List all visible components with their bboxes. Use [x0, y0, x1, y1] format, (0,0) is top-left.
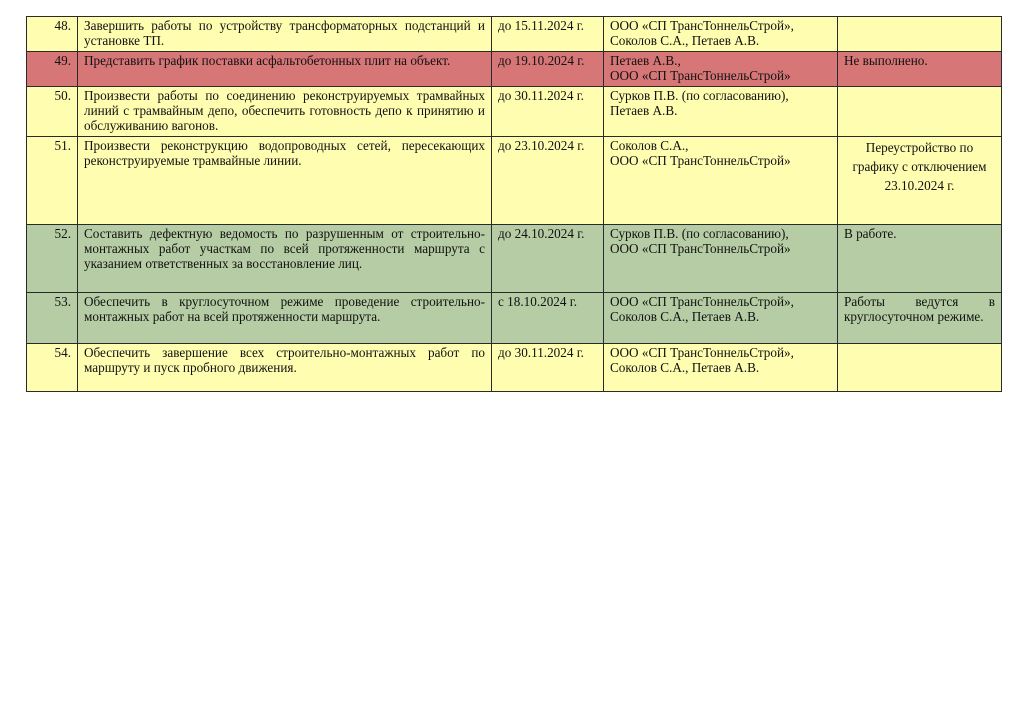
task-text: Составить дефектную ведомость по разрушенным от строительно-монтажных работ участкам по всей протяженности маршрута с указанием ответственных за восстановление лиц. — [78, 225, 492, 293]
responsible — [604, 137, 838, 225]
responsible-line: Соколов С.А., Петаев А.В. — [610, 360, 760, 375]
deadline: с 18.10.2024 г. — [492, 293, 604, 344]
deadline: до 24.10.2024 г. — [492, 225, 604, 293]
responsible — [604, 344, 838, 392]
responsible — [604, 52, 838, 87]
responsible-line: Соколов С.А., — [610, 138, 689, 153]
document-page — [26, 16, 1001, 392]
responsible-line: ООО «СП ТрансТоннельСтрой», — [610, 294, 794, 309]
responsible-line: Петаев А.В., — [610, 53, 681, 68]
table-row — [27, 225, 1002, 293]
status-note: В работе. — [838, 225, 1002, 293]
row-number: 52. — [27, 225, 78, 293]
deadline: до 30.11.2024 г. — [492, 87, 604, 137]
responsible-line: ООО «СП ТрансТоннельСтрой», — [610, 18, 794, 33]
row-number: 54. — [27, 344, 78, 392]
deadline: до 30.11.2024 г. — [492, 344, 604, 392]
row-number: 49. — [27, 52, 78, 87]
row-number: 48. — [27, 17, 78, 52]
responsible-line: ООО «СП ТрансТоннельСтрой» — [610, 153, 791, 168]
row-number: 50. — [27, 87, 78, 137]
status-note: Переустройство по графику с отключением 23.10.2024 г. — [838, 137, 1002, 225]
responsible-line: ООО «СП ТрансТоннельСтрой» — [610, 68, 791, 83]
responsible-line: Соколов С.А., Петаев А.В. — [610, 309, 760, 324]
status-note: Работы ведутся в круглосуточном режиме. — [838, 293, 1002, 344]
status-note — [838, 17, 1002, 52]
responsible-line: Сурков П.В. (по согласованию), — [610, 88, 789, 103]
responsible-line: ООО «СП ТрансТоннельСтрой» — [610, 241, 791, 256]
task-text: Обеспечить завершение всех строительно-монтажных работ по маршруту и пуск пробного движения. — [78, 344, 492, 392]
responsible-line: Сурков П.В. (по согласованию), — [610, 226, 789, 241]
table-row — [27, 293, 1002, 344]
status-note — [838, 87, 1002, 137]
responsible-line: Петаев А.В. — [610, 103, 678, 118]
deadline: до 19.10.2024 г. — [492, 52, 604, 87]
deadline: до 15.11.2024 г. — [492, 17, 604, 52]
task-text: Завершить работы по устройству трансформаторных подстанций и установке ТП. — [78, 17, 492, 52]
action-plan-table — [26, 16, 1002, 392]
task-text: Представить график поставки асфальтобетонных плит на объект. — [78, 52, 492, 87]
task-text: Произвести работы по соединению реконструируемых трамвайных линий с трамвайным депо, обеспечить готовность депо к принятию и обслуживанию вагонов. — [78, 87, 492, 137]
table-row — [27, 344, 1002, 392]
responsible — [604, 293, 838, 344]
responsible — [604, 87, 838, 137]
status-note — [838, 344, 1002, 392]
table-row — [27, 87, 1002, 137]
responsible — [604, 17, 838, 52]
table-row — [27, 137, 1002, 225]
status-note: Не выполнено. — [838, 52, 1002, 87]
task-text: Произвести реконструкцию водопроводных сетей, пересекающих реконструируемые трамвайные линии. — [78, 137, 492, 225]
table-row — [27, 17, 1002, 52]
responsible-line: Соколов С.А., Петаев А.В. — [610, 33, 760, 48]
row-number: 51. — [27, 137, 78, 225]
task-text: Обеспечить в круглосуточном режиме проведение строительно-монтажных работ на всей протяженности маршрута. — [78, 293, 492, 344]
row-number: 53. — [27, 293, 78, 344]
responsible — [604, 225, 838, 293]
deadline: до 23.10.2024 г. — [492, 137, 604, 225]
responsible-line: ООО «СП ТрансТоннельСтрой», — [610, 345, 794, 360]
table-row — [27, 52, 1002, 87]
